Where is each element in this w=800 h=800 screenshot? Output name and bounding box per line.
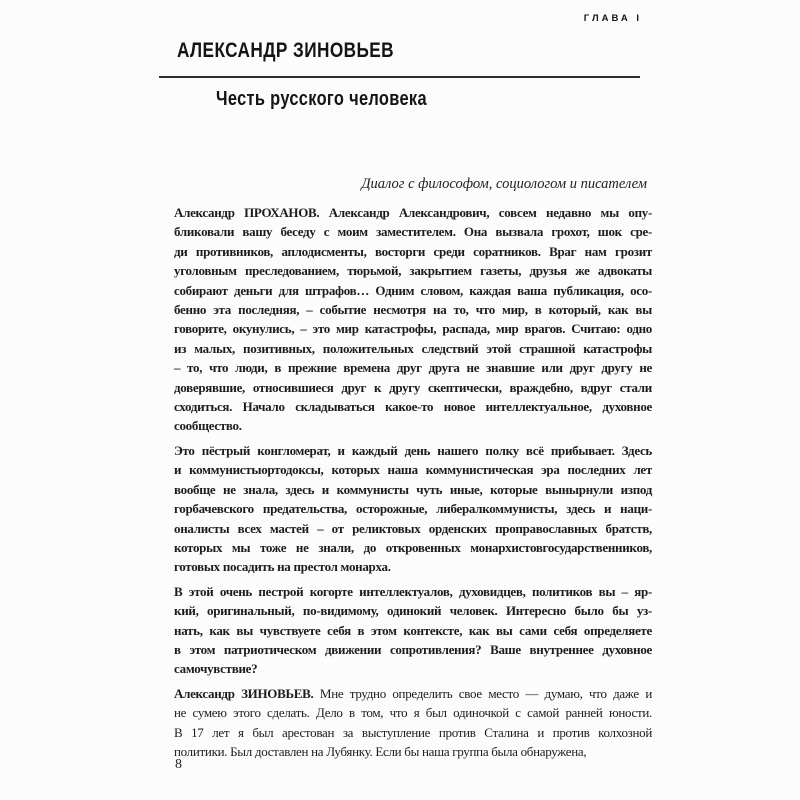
text-line: доверявшие, относившиеся друг к другу скептически, враждебно, вдруг стали <box>174 379 652 395</box>
text-line: Александр ПРОХАНОВ. Александр Александрович, совсем недавно мы опу- <box>174 205 652 220</box>
text-line: политики. Был доставлен на Лубянку. Если бы наша группа была обнаружена, <box>174 743 587 759</box>
text-line: не сумею этого сделать. Дело в том, что я был одиночкой с самой ранней юности. <box>174 705 652 721</box>
text-line: В этой очень пестрой когорте интеллектуалов, духовидцев, политиков вы – яр- <box>174 583 652 599</box>
paragraph <box>174 203 652 436</box>
page-number: 8 <box>175 757 182 772</box>
text-line: нать, как вы чувствуете себя в этом контексте, как вы сами себя определяете <box>174 622 652 638</box>
page-subtitle: Честь русского человека <box>216 88 427 110</box>
text-line: и коммунистыортодоксы, которых наша коммунистическая эра последних лет <box>174 462 652 478</box>
text-line: сообщество. <box>174 418 242 434</box>
text-line: собирают деньги для штрафов… Одним словом, каждая ваша публикация, осо- <box>174 282 652 298</box>
page-title: АЛЕКСАНДР ЗИНОВЬЕВ <box>177 39 395 62</box>
epigraph: Диалог с философом, социологом и писателем <box>361 176 647 192</box>
text-line: сходиться. Начало складываться какое-то новое интеллектуальное, духовное <box>174 399 652 415</box>
text-line: в этом патриотическом движении сопротивления? Ваше внутреннее духовное <box>174 641 652 657</box>
text-line: бенно эта последняя, – событие несмотря на то, что мир, в который, как вы <box>174 302 652 318</box>
text-line: готовых посадить на престол монарха. <box>174 559 391 575</box>
text-line: самочувствие? <box>174 661 258 677</box>
text-line: – то, что люди, в прежние времена друг друга не знавшие или друг другу не <box>174 360 652 376</box>
paragraph <box>174 684 652 762</box>
text-line: вообще не знала, здесь и коммунисты чуть иные, которые вынырнули изпод <box>174 481 652 497</box>
text-line: В 17 лет я был арестован за выступление против Сталина и против колхозной <box>174 724 652 740</box>
paragraph <box>174 441 652 577</box>
text-line: которых мы тоже не знали, до откровенных монархистовгосударственников, <box>174 539 652 555</box>
text-line: ди противников, аплодисменты, восторги среди соратников. Враг нам грозит <box>174 243 652 259</box>
text-line: говорите, окунулись, – это мир катастрофы, распада, мир врагов. Считаю: одно <box>174 321 652 337</box>
text-line: из малых, позитивных, положительных следствий этой страшной катастрофы <box>174 340 652 356</box>
text-line: бликовали вашу беседу с моим заместителем. Она вызвала грохот, шок сре- <box>174 224 652 240</box>
paragraph <box>174 582 652 679</box>
body-text <box>174 203 652 766</box>
text-line: Александр ЗИНОВЬЕВ. Мне трудно определить свое место — думаю, что даже и <box>174 685 653 701</box>
title-rule <box>159 76 640 78</box>
text-line: Это пёстрый конгломерат, и каждый день нашего полку всё прибывает. Здесь <box>174 442 652 458</box>
text-line: горбачевского предательства, осторожные, либералкоммунисты, здесь и наци- <box>174 501 652 517</box>
text-line: уголовным преследованием, тюрьмой, закрытием газеты, друзья же адвокаты <box>174 263 652 279</box>
chapter-header: ГЛАВА I <box>583 13 642 24</box>
text-line: оналисты всех мастей – от реликтовых орденских проправославных братств, <box>174 520 652 536</box>
text-line: кий, оригинальный, по-видимому, одинокий человек. Интересно было бы уз- <box>174 603 652 619</box>
speaker-name: Александр ЗИНОВЬЕВ. <box>174 685 314 701</box>
